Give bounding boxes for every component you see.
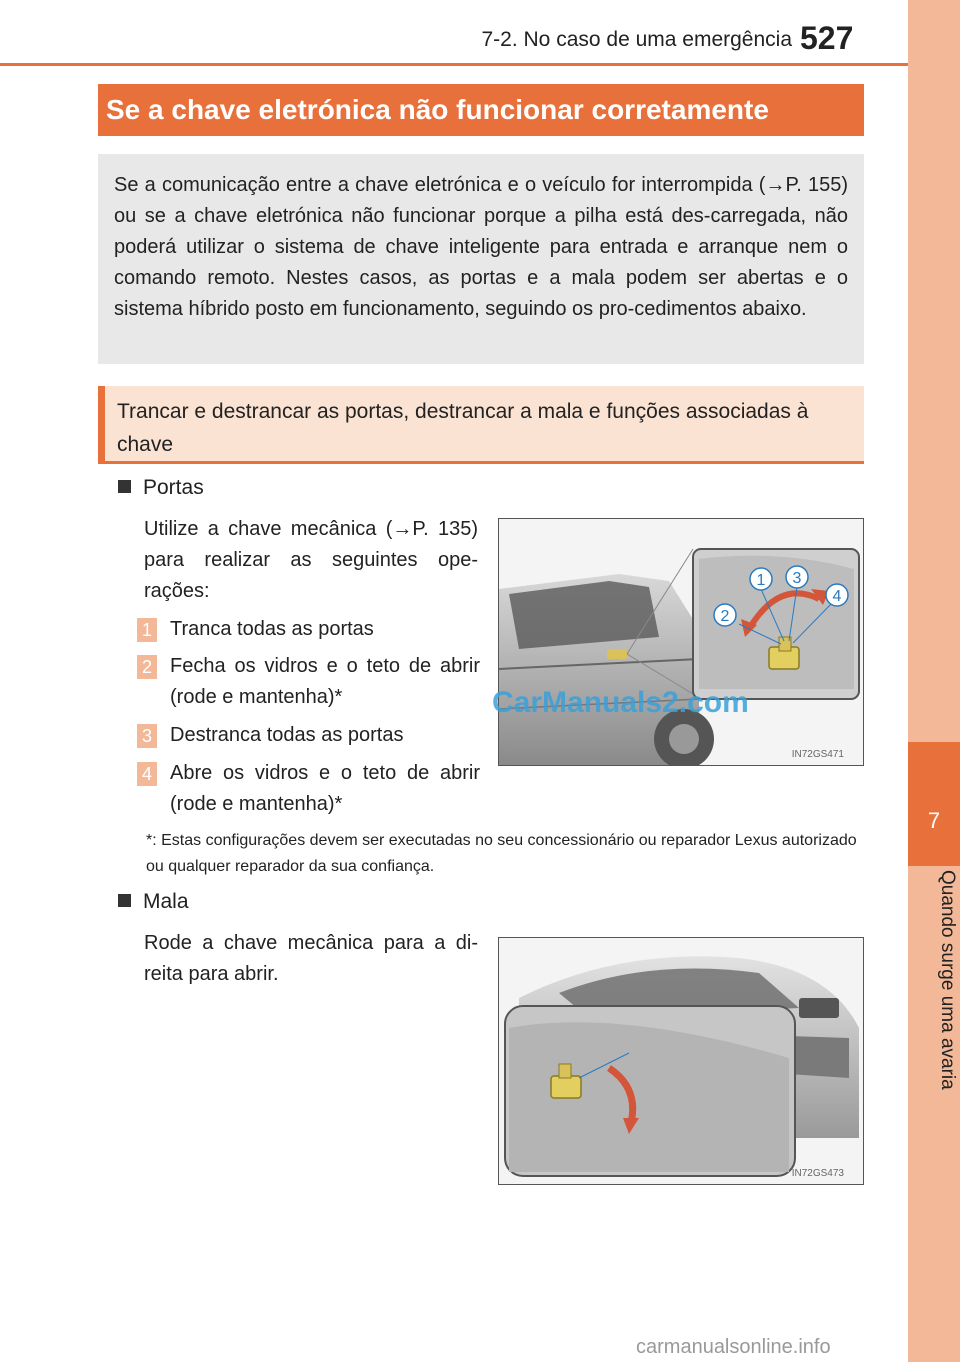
step-text: Abre os vidros e o teto de abrir (rode e mantenha)* [170, 762, 480, 815]
header-rule [0, 63, 908, 66]
trunk-heading [118, 890, 189, 914]
doors-heading [118, 476, 204, 500]
trunk-heading-label: Mala [143, 890, 189, 913]
step-text: Tranca todas as portas [170, 618, 374, 640]
square-bullet-icon [118, 480, 131, 493]
step-text: Destranca todas as portas [170, 724, 404, 746]
trunk-key-illustration [498, 937, 864, 1185]
watermark-center: CarManuals2.com [492, 686, 749, 719]
doors-heading-label: Portas [143, 476, 204, 499]
chapter-title: Quando surge uma avaria [937, 870, 958, 1090]
door-key-illustration [498, 518, 864, 766]
chapter-tab[interactable] [908, 742, 960, 866]
car-trunk-drawing [499, 938, 863, 1184]
image-code: IN72GS471 [791, 749, 844, 760]
step-number: 2 [137, 655, 157, 679]
watermark-bottom: carmanualsonline.info [636, 1336, 831, 1358]
page-title: Se a chave eletrónica não funcionar corretamente [98, 84, 864, 136]
page-number: 527 [800, 20, 854, 56]
callout-3: 3 [792, 570, 802, 587]
chapter-sidebar [908, 0, 960, 1362]
doors-instruction: Utilize a chave mecânica (→P. 135) para realizar as seguintes ope-rações: [144, 518, 478, 602]
callout-1: 1 [756, 572, 766, 589]
image-code: IN72GS473 [791, 1168, 844, 1179]
callout-4: 4 [832, 588, 842, 605]
section-title: 7-2. No caso de uma emergência [481, 28, 792, 51]
intro-text: Se a comunicação entre a chave eletrónica e o veículo for interrompida (→P. 155) ou se a chave eletrónica não funcionar porque a pilha está des-carregada, não poderá utilizar o sistema de chave inteligente para entrada e arranque nem o comando remoto. Nestes casos, as portas e a mala podem ser abertas e o sistema híbrido posto em funcionamento, seguindo os pro-cedimentos abaixo. [98, 154, 864, 364]
subheading: Trancar e destrancar as portas, destrancar a mala e funções associadas à chave [98, 386, 864, 464]
car-door-drawing [499, 519, 863, 765]
footnote: *: Estas configurações devem ser executadas no seu concessionário ou reparador Lexus autorizado ou qualquer reparador da sua confiança. [146, 832, 857, 875]
step-number: 3 [137, 724, 157, 748]
step-text: Fecha os vidros e o teto de abrir (rode e mantenha)* [170, 655, 480, 708]
chapter-number: 7 [927, 808, 941, 833]
step-number: 4 [137, 762, 157, 786]
step-number: 1 [137, 618, 157, 642]
trunk-instruction: Rode a chave mecânica para a di-reita para abrir. [144, 932, 478, 985]
square-bullet-icon [118, 894, 131, 907]
callout-2: 2 [720, 608, 730, 625]
